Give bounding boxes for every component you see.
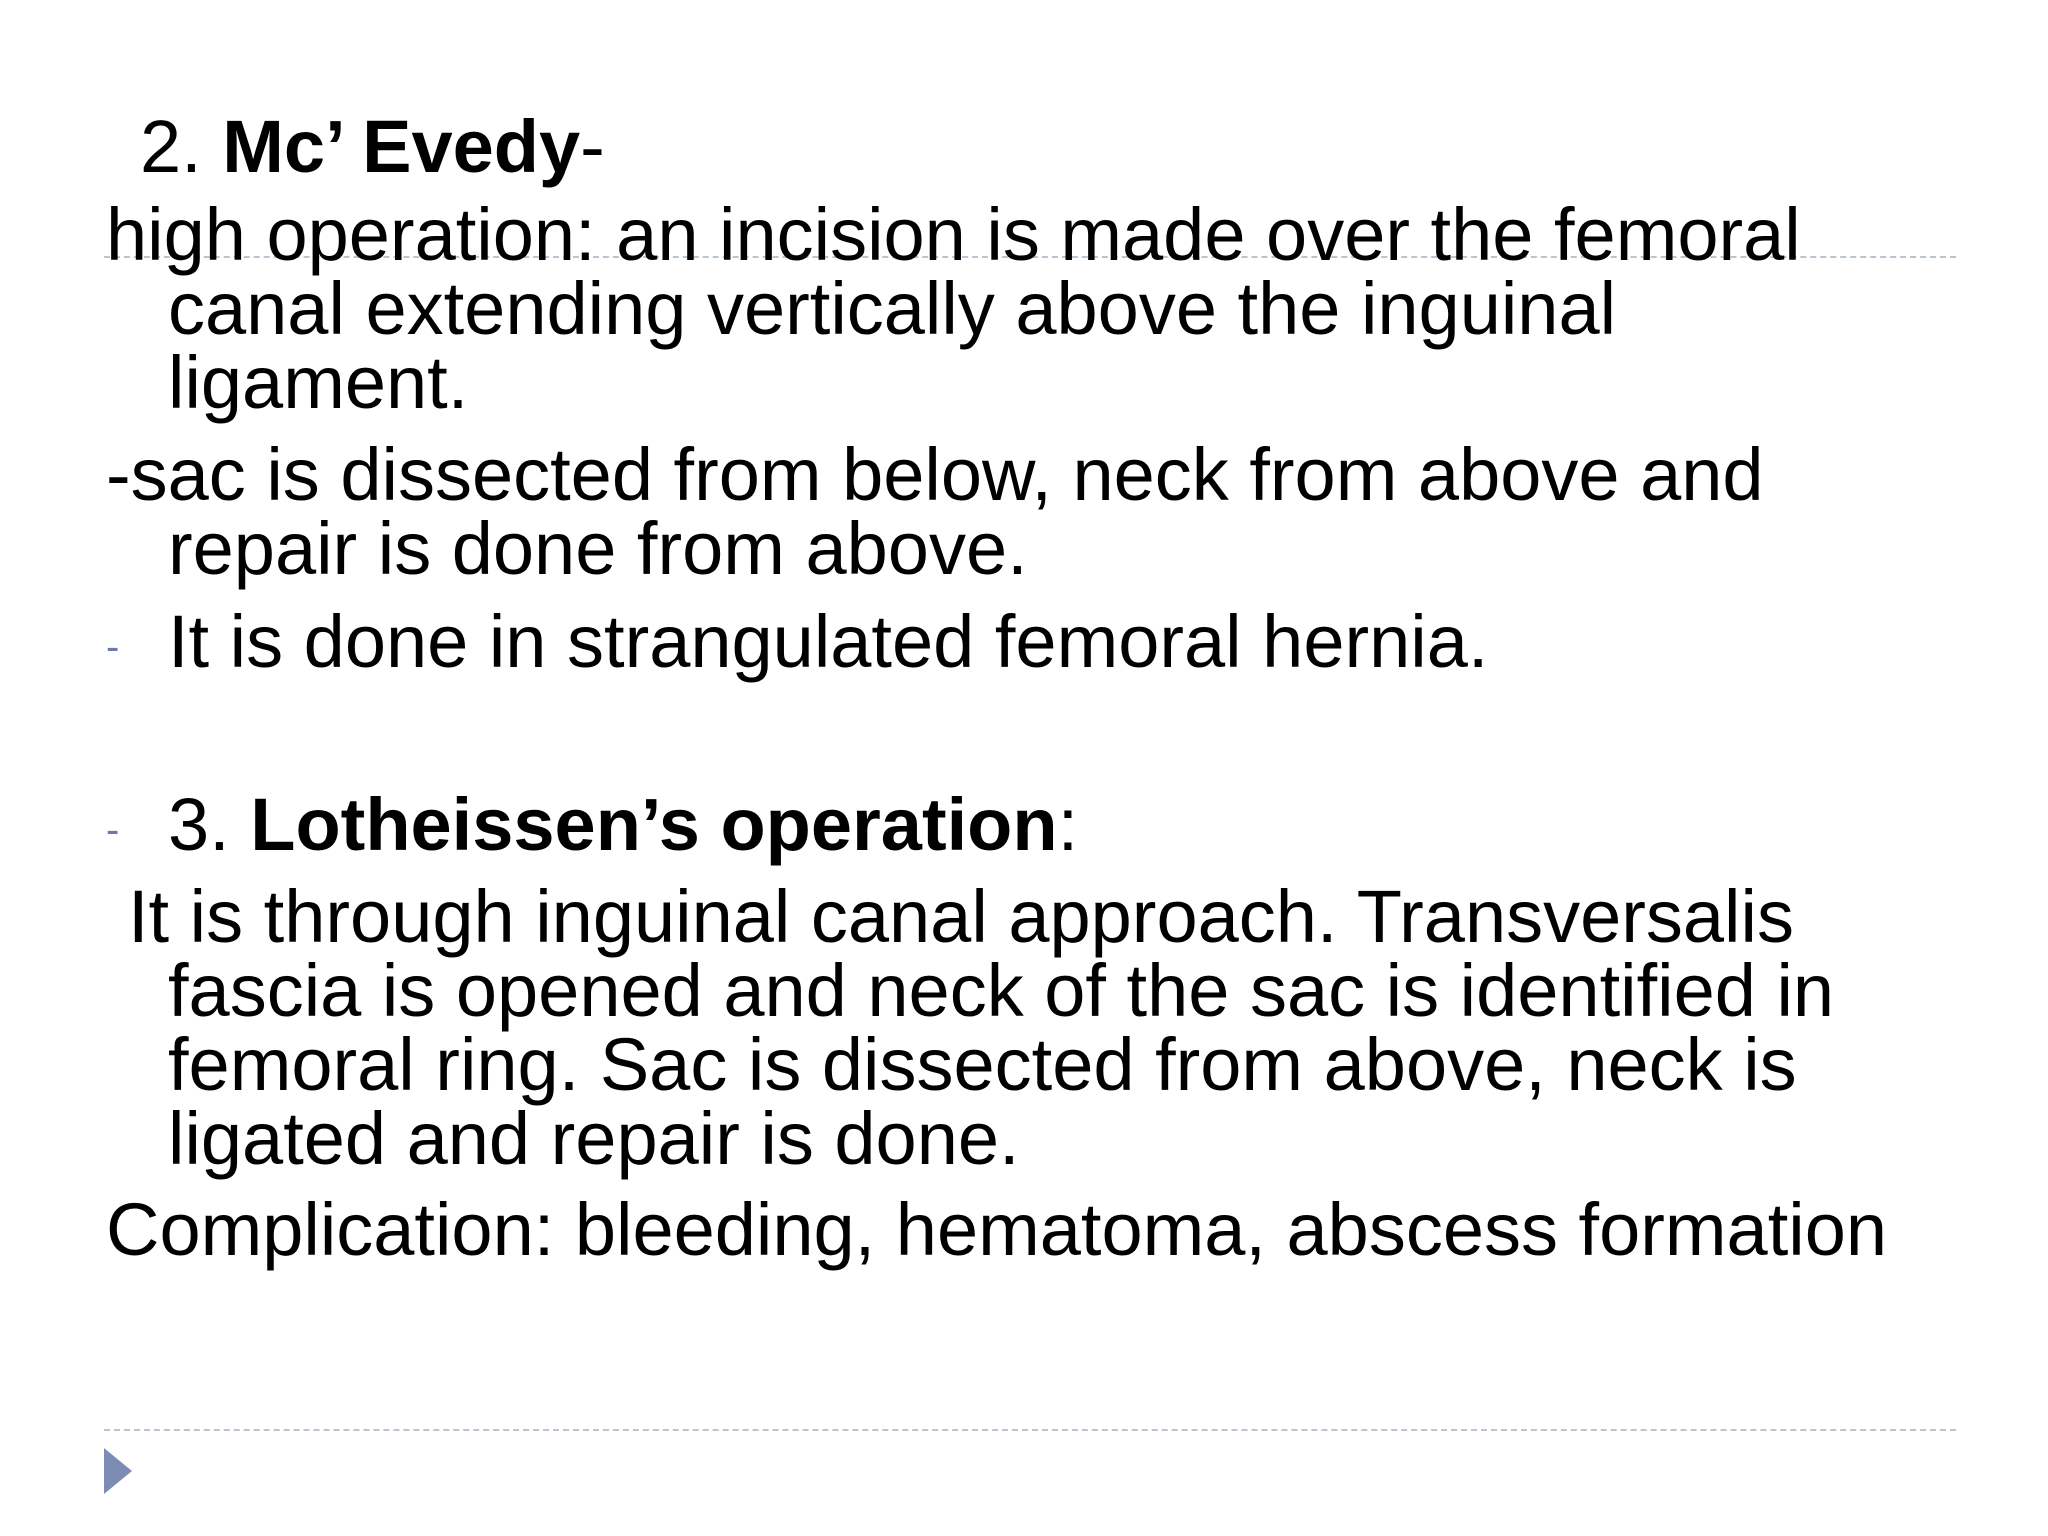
bullet-marker: -	[106, 808, 120, 852]
bullet-marker: -	[106, 625, 120, 669]
bullet-strangulated: It is done in strangulated femoral hernia.	[168, 600, 1489, 683]
heading-lotheissen	[168, 783, 1079, 866]
heading-name: Mc’ Evedy	[222, 105, 581, 188]
para2-line2: repair is done from above.	[168, 507, 1028, 590]
triangle-right-icon	[104, 1448, 132, 1494]
heading-name: Lotheissen’s operation	[250, 783, 1058, 866]
para3-line3: femoral ring. Sac is dissected from above, neck is	[168, 1023, 1797, 1106]
footer-divider	[104, 1429, 1956, 1431]
complication-line: Complication: bleeding, hematoma, abscess formation	[106, 1188, 1888, 1271]
para3-line4: ligated and repair is done.	[168, 1097, 1020, 1180]
para3-line1: It is through inguinal canal approach. Transversalis	[128, 875, 1794, 958]
para1-line3: ligament.	[168, 341, 469, 424]
para3-line2: fascia is opened and neck of the sac is identified in	[168, 949, 1835, 1032]
heading-suffix: :	[1057, 783, 1079, 866]
para2-line1: -sac is dissected from below, neck from above and	[106, 433, 1764, 516]
para1-line2: canal extending vertically above the inguinal	[168, 267, 1617, 350]
heading-number: 3.	[168, 783, 251, 866]
heading-number: 2.	[140, 105, 223, 188]
heading-mcevedy	[140, 105, 605, 188]
para1-line1: high operation: an incision is made over the femoral	[106, 193, 1801, 276]
heading-suffix: -	[580, 105, 605, 188]
